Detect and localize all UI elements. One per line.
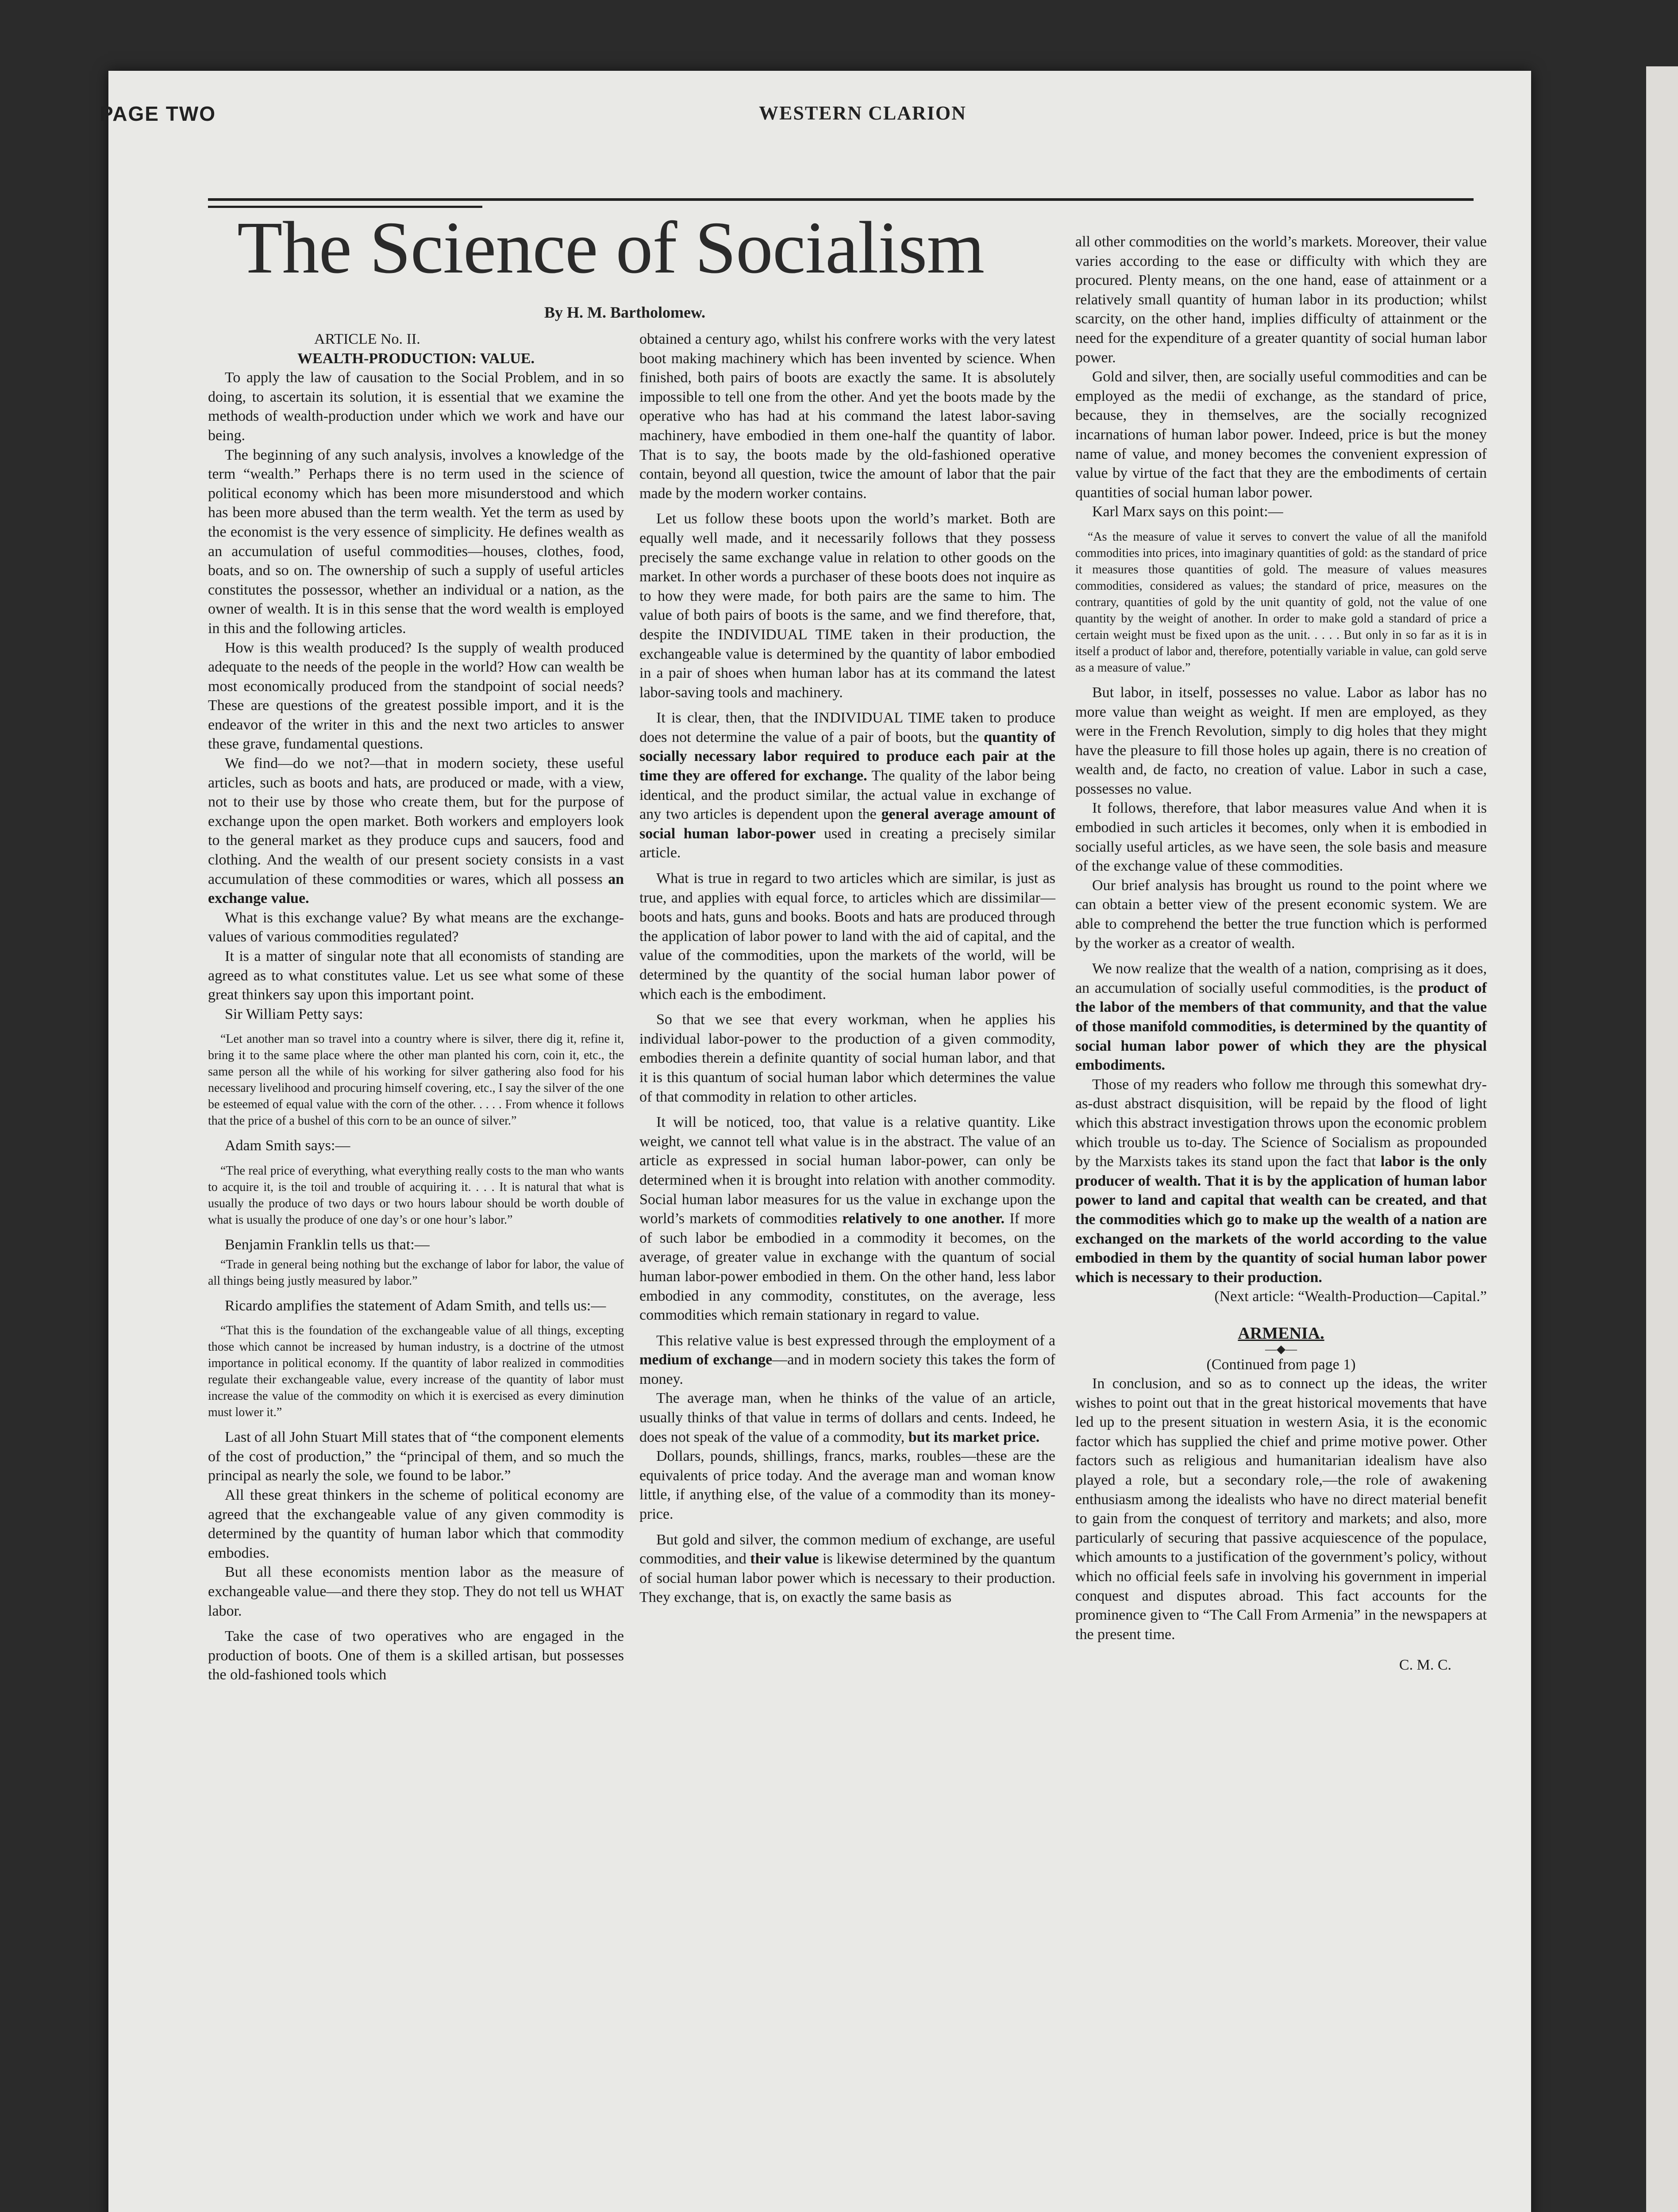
continued-note: (Continued from page 1) — [1206, 1356, 1356, 1373]
quote-text: “Trade in general being nothing but the exchange of labor for labor, the value of all things being justly measured by labor.” — [208, 1257, 624, 1288]
page-header — [100, 102, 1476, 128]
spacer — [639, 863, 1055, 869]
bold-phrase: medium of exchange — [639, 1352, 773, 1368]
paragraph: Let us follow these boots upon the world’s market. Both are equally well made, and it necessarily follows that they possess precisely the same exchange value in relation to other goods on the market. In other words a purchaser of these boots does not inquire as to how they were made, for both pairs are the same to him. The value of both pairs of boots is the same, and we find therefore, that, despite the INDIVIDUAL TIME taken in their production, the exchangeable value is determined by the quantity of labor embodied in a pair of shoes when human labor has at its command the latest labor-saving tools and machinery. — [639, 511, 1055, 701]
paragraph: obtained a century ago, whilst his confrere works with the very latest boot making machinery which has been invented by science. When finished, both pairs of boots are exactly the same. It is absolutely impossible to tell one from the other. And yet the boots made by the operative who has had at his command the latest labor-saving machinery, have embodied in them one-half the quantity of labor. That is to say, the boots made by the old-fashioned operative contain, beyond all question, twice the amount of labor that the pair made by the modern worker contains. — [639, 331, 1055, 502]
paragraph: Dollars, pounds, shillings, francs, marks, roubles—these are the equivalents of price today. And the average man and woman know little, if anything else, of the value of a commodity than its money-price. — [639, 1448, 1055, 1523]
bold-phrase: general average amount of social human labor-power — [639, 806, 1055, 842]
paragraph — [639, 708, 1055, 863]
header-rule-long — [487, 198, 1474, 201]
spacer — [639, 1524, 1055, 1530]
paragraph — [639, 1331, 1055, 1389]
column-3 — [1075, 232, 1487, 1675]
spacer — [639, 1004, 1055, 1010]
paragraph: Benjamin Franklin tells us that:— — [225, 1236, 430, 1253]
column-1 — [208, 330, 624, 1685]
paragraph: Karl Marx says on this point:— — [1092, 503, 1283, 520]
paragraph: To apply the law of causation to the Social Problem, and in so doing, to ascertain its solution, it is essential that we examine the methods of wealth-production under which we work and have our being. — [208, 369, 624, 444]
author-initials: C. M. C. — [1399, 1657, 1451, 1674]
paragraph-text: This relative value is best expressed through the employment of a — [656, 1332, 1055, 1349]
paragraph: It is a matter of singular note that all economists of standing are agreed as to what constitutes value. Let us see what some of these great thinkers say upon this important point. — [208, 948, 624, 1003]
paragraph-text: We now realize that the wealth of a nation, comprising as it does, an accumulation of socially useful commodities, is the — [1075, 960, 1487, 996]
paragraph-text: But gold and silver, the common medium of exchange, are useful commodities, and — [639, 1531, 1055, 1567]
quote-text: “The real price of everything, what everything really costs to the man who wants to acquire it, is the toil and trouble of acquiring it. . . . It is natural that what is usually the produce of two days or two hours labour should be worth double of what is usually the produce of one day’s or one hour’s labor.” — [208, 1164, 624, 1227]
paragraph: What is this exchange value? By what means are the exchange-values of various commodities regulated? — [208, 909, 624, 945]
paragraph — [639, 1389, 1055, 1447]
spacer — [639, 1106, 1055, 1113]
quote-text: “Let another man so travel into a country where is silver, there dig it, refine it, bring it to the same place where the other man planted his corn, coin it, etc., the same person all the while of his working for silver gathering also food for his necessary livelihood and procuring himself covering, etc., I say the silver of the one be esteemed of equal value with the corn of the other. . . . . From whence it follows that the price of a bushel of this corn to be an ounce of silver.” — [208, 1032, 624, 1128]
spacer — [1075, 1306, 1487, 1324]
quote-smith — [208, 1163, 624, 1228]
quote-text: “As the measure of value it serves to convert the value of all the manifold commodities into prices, into imaginary quantities of gold: as the standard of price it measures those quantities of gold. The measure of values measures commodities, considered as values; the standard of price, measures on the contrary, quantities of gold by the unit quantity of gold, not the value of one quantity by the weight of another. In order to make gold a standard of price a certain weight must be fixed upon as the unit. . . . . But only in so far as it is in itself a product of labor and, therefore, potentially variable in value, can gold serve as a measure of value.” — [1075, 530, 1487, 675]
section-title-armenia: ARMENIA. — [1238, 1324, 1324, 1343]
paragraph — [639, 1530, 1055, 1607]
paragraph: Adam Smith says:— — [225, 1137, 350, 1154]
quote-marx — [1075, 529, 1487, 676]
paragraph-text: used in creating a precisely similar article. — [639, 825, 1055, 861]
paragraph-text: is likewise determined by the quantum of social human labor power which is necessary to their production. They exchange, that is, on exactly the same basis as — [639, 1551, 1055, 1606]
paragraph: Gold and silver, then, are socially useful commodities and can be employed as the medii of exchange, as the standard of price, because, they in themselves, are the socially recognized incarnations of human labor power. Indeed, price is but the money name of value, and money becomes the convenient expression of value by virtue of the fact that they are the embodiments of certain quantities of social human labor power. — [1075, 369, 1487, 501]
paragraph: Take the case of two operatives who are engaged in the production of boots. One of them is a skilled artisan, but possesses the old-fashioned tools which — [208, 1628, 624, 1683]
spacer — [208, 1621, 624, 1627]
adjacent-page-edge — [1646, 66, 1678, 2212]
paragraph-text: We find—do we not?—that in modern society, these useful articles, such as boots and hats, are produced or made, with a view, not to their use by those who create them, but for the purpose of exchange upon the open market. Both workers and employers look to the general market as they produce cups and saucers, food and clothing. And the wealth of our present society consists in a vast accumulation of these commodities or wares, which all possess — [208, 755, 624, 887]
spacer — [639, 702, 1055, 708]
paragraph-text: The quality of the labor being identical, and the product similar, the actual value in exchange of any two articles is dependent upon the — [639, 768, 1055, 823]
bold-phrase: an exchange value. — [208, 871, 624, 907]
bold-phrase: quantity of socially necessary labor required to produce each pair at the time they are offered for exchange. — [639, 729, 1056, 784]
newspaper-name: WESTERN CLARION — [759, 102, 966, 124]
paragraph-text: It will be noticed, too, that value is a relative quantity. Like weight, we cannot tell what value is in the abstract. The value of an article as expressed in social human labor-power, can only be determined when it is brought into relation with another commodity. Social human labor measures for us the value in exchange upon the world’s markets of commodities — [639, 1114, 1055, 1227]
paragraph-text: The average man, when he thinks of the value of an article, usually thinks of that value in terms of dollars and cents. Indeed, he does not speak of the value of a commodity, — [639, 1390, 1055, 1445]
paragraph: What is true in regard to two articles which are similar, is just as true, and applies with equal force, to articles which are dissimilar—boots and hats, guns and books. Boots and hats are produced through the application of labor power to land with the aid of capital, and the value of the commodities, upon the markets of the world, will be determined by the quantity of the social human labor power of which each is the embodiment. — [639, 870, 1055, 1002]
bold-phrase: product of the labor of the members of that community, and that the value of those manifold commodities, is determined by the quantity of social human labor power of which they are the physical embodiments. — [1075, 979, 1487, 1074]
quote-petty — [208, 1031, 624, 1129]
paragraph — [208, 754, 624, 908]
byline: By H. M. Bartholomew. — [544, 303, 705, 321]
spacer — [639, 503, 1055, 509]
paragraph-text: It is clear, then, that the INDIVIDUAL TIME taken to produce does not determine the value of a pair of boots, but the — [639, 710, 1055, 745]
bold-phrase: but its market price. — [908, 1429, 1040, 1445]
article-number: ARTICLE No. II. — [314, 331, 420, 347]
paragraph-text: If more of such labor be embodied in a commodity it becomes, on the average, of greater value in exchange with the quantum of social human labor-power embodied in them. On the other hand, less labor embodied in any commodity, constitutes, on the average, less commodities which remain stationary in regard to value. — [639, 1210, 1055, 1324]
quote-ricardo — [208, 1322, 624, 1421]
paragraph — [1075, 959, 1487, 1075]
spacer — [1075, 1644, 1487, 1655]
paragraph — [1075, 1075, 1487, 1287]
paragraph: all other commodities on the world’s markets. Moreover, their value varies according to the ease or difficulty with which they are procured. Plenty means, on the one hand, ease of attainment or a relatively small quantity of human labor in its production; whilst scarcity, on the other hand, implies difficulty of attainment or the need for the expenditure of a greater quantity of social human labor power. — [1075, 234, 1487, 366]
paragraph-text: Those of my readers who follow me through this somewhat dry-as-dust abstract disquisition, will be repaid by the flood of light which this abstract investigation throws upon the economic problem which trouble us to-day. The Science of Socialism as propounded by the Marxists takes its stand upon the fact that — [1075, 1076, 1487, 1170]
paragraph: So that we see that every workman, when he applies his individual labor-power to the production of a given commodity, embodies therein a definite quantity of social human labor, and that it is this quantum of social human labor which determines the value of that commodity in relation to other articles. — [639, 1011, 1055, 1105]
bold-phrase: relatively to one another. — [842, 1210, 1005, 1227]
headline: The Science of Socialism — [237, 207, 985, 289]
paragraph: In conclusion, and so as to connect up the ideas, the writer wishes to point out that in the great historical movements that have led up to the present situation in western Asia, it is the economic factor which has supplied the chief and prime motive power. Other factors such as religious and humanitarian idealism have also played a role, but a secondary role,—the role of awakening enthusiasm among the idealists who have no direct material benefit to gain from the conquest of territory and markets; and also, more particularly of securing that passive acquiescence of the populace, which amounts to a justification of the government’s policy, without which no official feels safe in involving his government in imperial conquest and disputes abroad. This fact accounts for the prominence given to “The Call From Armenia” in the newspapers at the present time. — [1075, 1375, 1487, 1643]
ornament-divider: —◆— — [1265, 1342, 1297, 1356]
bold-phrase: labor is the only producer of wealth. That it is by the application of human labor power to land and capital that wealth can be created, and that the commodities which go to make up the wealth of a nation are exchanged on the markets of the world according to the value embodied in them by the quantity of social human labor power which is necessary to their production. — [1075, 1153, 1487, 1286]
spacer — [1075, 953, 1487, 959]
paragraph: All these great thinkers in the scheme of political economy are agreed that the exchangeable value of any given commodity is determined by the quantity of human labor which that commodity embodies. — [208, 1486, 624, 1561]
paragraph: But all these economists mention labor as the measure of exchangeable value—and there they stop. They do not tell us WHAT labor. — [208, 1564, 624, 1619]
subheading: WEALTH-PRODUCTION: VALUE. — [297, 350, 535, 367]
page-number: PAGE TWO — [100, 102, 216, 125]
paragraph: How is this wealth produced? Is the supply of wealth produced adequate to the needs of the people in the world? How can wealth be most economically produced from the standpoint of social needs? These are questions of the greatest possible import, and it is the endeavor of the writer in this and the next two articles to answer these grave, fundamental questions. — [208, 639, 624, 753]
bold-phrase: their value — [750, 1551, 819, 1567]
paragraph: The beginning of any such analysis, involves a knowledge of the term “wealth.” Perhaps there is no term used in the science of political economy which has been more misunderstood and which has been more abused than the term wealth. Yet the term as used by the economist is the very essence of simplicity. He defines wealth as an accumulation of useful commodities—houses, clothes, food, boats, and so on. The ownership of such a supply of useful articles constitutes the possessor, whether an individual or a nation, as the owner of wealth. It is in this sense that the word wealth is employed in this and the following articles. — [208, 446, 624, 637]
column-2 — [639, 330, 1055, 1607]
paragraph — [639, 1113, 1055, 1325]
paragraph-text: —and in modern society this takes the form of money. — [639, 1352, 1055, 1387]
paragraph: Sir William Petty says: — [225, 1006, 363, 1022]
paragraph: It follows, therefore, that labor measures value And when it is embodied in such articles it becomes, only when it is embodied in socially useful articles, as we have seen, the sole basis and measure of the exchange value of these commodities. — [1075, 800, 1487, 875]
quote-franklin — [208, 1256, 624, 1289]
next-article-note: (Next article: “Wealth-Production—Capital.” — [1214, 1288, 1487, 1305]
paragraph: But labor, in itself, possesses no value. Labor as labor has no more value than weight as weight. If men are employed, as they were in the French Revolution, simply to dig holes that they might have the pleasure to fill those holes up again, there is no creation of wealth and, de facto, no creation of value. Labor in such a case, possesses no value. — [1075, 684, 1487, 797]
paragraph: Last of all John Stuart Mill states that of “the component elements of the cost of production,” the “principal of them, and so much the principal as nearly the sole, we found to be labor.” — [208, 1429, 624, 1484]
spacer — [639, 1325, 1055, 1331]
quote-text: “That this is the foundation of the exchangeable value of all things, excepting those which cannot be increased by human industry, is a doctrine of the utmost importance in political economy. If the quantity of labor realized in commodities regulate their exchangeable value, every increase of the quantity of labor must increase the value of the commodity on which it is exercised as every diminution must lower it.” — [208, 1324, 624, 1420]
paragraph: Our brief analysis has brought us round to the point where we can obtain a better view of the present economic system. We are able to comprehend the better the true function which is performed by the worker as a creator of wealth. — [1075, 877, 1487, 952]
paragraph: Ricardo amplifies the statement of Adam Smith, and tells us:— — [225, 1297, 606, 1314]
